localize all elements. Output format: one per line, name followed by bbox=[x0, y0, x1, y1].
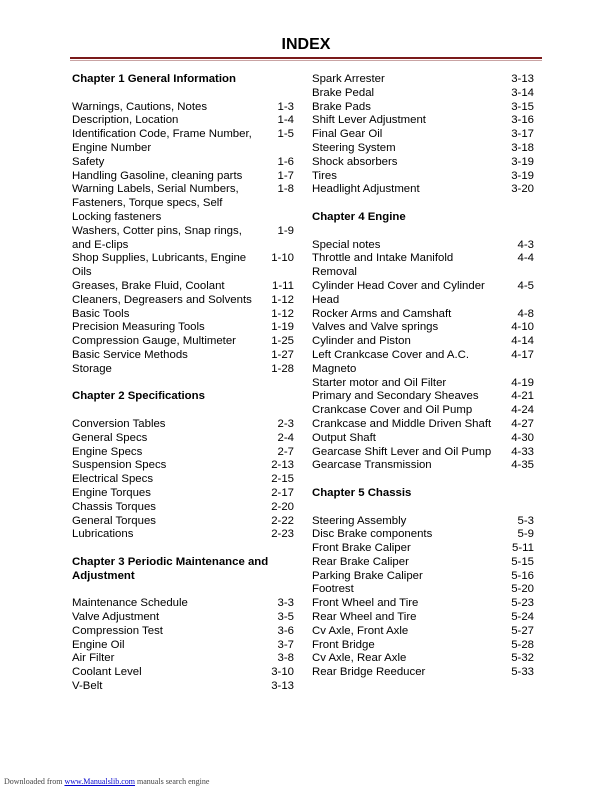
spacer bbox=[72, 377, 294, 391]
entry-page: 1-7 bbox=[277, 169, 294, 182]
entry-page: 3-17 bbox=[511, 128, 534, 141]
index-entry[interactable] bbox=[312, 349, 534, 377]
index-entry[interactable] bbox=[312, 556, 534, 570]
entry-page: 4-35 bbox=[511, 459, 534, 472]
index-entry[interactable] bbox=[72, 639, 294, 653]
entry-title: Valve Adjustment bbox=[72, 611, 160, 624]
entry-page: 2-7 bbox=[277, 445, 294, 458]
spacer bbox=[72, 87, 294, 101]
index-entry[interactable] bbox=[72, 680, 294, 694]
entry-page: 3-20 bbox=[511, 183, 534, 196]
index-entry[interactable] bbox=[312, 639, 534, 653]
index-entry[interactable] bbox=[72, 652, 294, 666]
entry-title: Maintenance Schedule bbox=[72, 597, 188, 610]
entry-page: 2-3 bbox=[277, 417, 294, 430]
entry-page: 5-20 bbox=[511, 583, 534, 596]
index-entry[interactable] bbox=[312, 252, 534, 280]
spacer bbox=[312, 197, 534, 211]
entry-title: Parking Brake Caliper bbox=[312, 569, 423, 582]
entry-title: Final Gear Oil bbox=[312, 128, 383, 141]
spacer bbox=[312, 473, 534, 487]
entry-title: Footrest bbox=[312, 583, 354, 596]
index-entry[interactable] bbox=[312, 570, 534, 584]
entry-title: Disc Brake components bbox=[312, 528, 433, 541]
entry-title: Engine Torques bbox=[72, 486, 151, 499]
index-entry[interactable] bbox=[72, 128, 294, 156]
entry-title: General Torques bbox=[72, 514, 157, 527]
entry-title: Tires bbox=[312, 169, 337, 182]
entry-page: 5-11 bbox=[512, 542, 534, 555]
entry-title: Rear Wheel and Tire bbox=[312, 611, 417, 624]
entry-page: 1-4 bbox=[277, 114, 294, 127]
entry-title: Lubrications bbox=[72, 528, 134, 541]
entry-title: Chassis Torques bbox=[72, 500, 156, 513]
entry-title: Throttle and Intake Manifold Removal bbox=[312, 252, 454, 279]
entry-title: Storage bbox=[72, 362, 112, 375]
chapter-heading: Chapter 1 General Information bbox=[72, 73, 236, 85]
index-entry[interactable] bbox=[312, 114, 534, 128]
index-entry[interactable] bbox=[312, 308, 534, 322]
entry-page: 1-28 bbox=[271, 362, 294, 375]
entry-page: 3-19 bbox=[511, 169, 534, 182]
entry-title: Compression Gauge, Multimeter bbox=[72, 335, 236, 348]
index-entry[interactable] bbox=[72, 308, 294, 322]
index-entry[interactable] bbox=[312, 128, 534, 142]
entry-page: 1-19 bbox=[271, 321, 294, 334]
index-entry[interactable] bbox=[72, 473, 294, 487]
entry-page: 1-3 bbox=[277, 100, 294, 113]
entry-page: 4-24 bbox=[511, 404, 534, 417]
spacer bbox=[72, 583, 294, 597]
index-entry[interactable] bbox=[312, 142, 534, 156]
entry-title: Gearcase Shift Lever and Oil Pump bbox=[312, 445, 492, 458]
entry-page: 4-19 bbox=[511, 376, 534, 389]
entry-page: 2-22 bbox=[271, 514, 294, 527]
index-entry[interactable] bbox=[312, 280, 534, 308]
title-rule-shadow bbox=[70, 60, 542, 61]
index-entry[interactable] bbox=[312, 652, 534, 666]
entry-title: Rear Bridge Reeducer bbox=[312, 666, 426, 679]
entry-title: Safety bbox=[72, 155, 105, 168]
entry-title: Electrical Specs bbox=[72, 473, 154, 486]
entry-page: 1-12 bbox=[271, 307, 294, 320]
entry-title: Washers, Cotter pins, Snap rings, and E-clips bbox=[72, 224, 242, 251]
entry-title: Primary and Secondary Sheaves bbox=[312, 390, 479, 403]
entry-title: Precision Measuring Tools bbox=[72, 321, 205, 334]
index-column-left bbox=[72, 73, 294, 694]
entry-page: 3-6 bbox=[277, 624, 294, 637]
entry-page: 3-14 bbox=[511, 86, 534, 99]
index-entry[interactable] bbox=[312, 321, 534, 335]
index-entry[interactable] bbox=[312, 625, 534, 639]
page-title: INDEX bbox=[281, 36, 331, 53]
entry-page: 2-20 bbox=[271, 500, 294, 513]
index-entry[interactable] bbox=[312, 446, 534, 460]
entry-title: Conversion Tables bbox=[72, 417, 166, 430]
index-entry[interactable] bbox=[72, 252, 294, 280]
index-entry[interactable] bbox=[72, 528, 294, 542]
index-entry[interactable] bbox=[312, 101, 534, 115]
entry-title: Warning Labels, Serial Numbers, Fasteners, Torque specs, Self Locking fasteners bbox=[72, 183, 239, 223]
entry-title: Suspension Specs bbox=[72, 459, 167, 472]
entry-title: Engine Specs bbox=[72, 445, 143, 458]
entry-page: 5-3 bbox=[517, 514, 534, 527]
index-entry[interactable] bbox=[72, 418, 294, 432]
index-entry[interactable] bbox=[72, 321, 294, 335]
index-entry[interactable] bbox=[72, 183, 294, 224]
entry-page: 4-21 bbox=[511, 390, 534, 403]
footer bbox=[4, 777, 209, 786]
index-entry[interactable] bbox=[72, 156, 294, 170]
entry-title: Description, Location bbox=[72, 114, 179, 127]
entry-title: Cv Axle, Front Axle bbox=[312, 624, 409, 637]
index-entry[interactable] bbox=[312, 404, 534, 418]
entry-title: Steering System bbox=[312, 141, 396, 154]
entry-page: 4-14 bbox=[511, 335, 534, 348]
index-entry[interactable] bbox=[312, 432, 534, 446]
index-entry[interactable] bbox=[312, 528, 534, 542]
entry-page: 1-27 bbox=[271, 348, 294, 361]
chapter-heading: Chapter 5 Chassis bbox=[312, 486, 412, 499]
index-entry[interactable] bbox=[72, 501, 294, 515]
index-entry[interactable] bbox=[312, 170, 534, 184]
entry-page: 1-5 bbox=[277, 128, 294, 141]
entry-title: Cleaners, Degreasers and Solvents bbox=[72, 293, 252, 306]
entry-title: Coolant Level bbox=[72, 666, 142, 679]
index-entry[interactable] bbox=[72, 294, 294, 308]
entry-title: Left Crankcase Cover and A.C. Magneto bbox=[312, 348, 470, 375]
entry-page: 1-10 bbox=[271, 252, 294, 265]
entry-title: Steering Assembly bbox=[312, 514, 407, 527]
index-entry[interactable] bbox=[72, 349, 294, 363]
entry-page: 3-15 bbox=[511, 100, 534, 113]
footer-link[interactable]: www.Manualslib.com bbox=[64, 777, 136, 786]
entry-title: Gearcase Transmission bbox=[312, 459, 432, 472]
entry-title: V-Belt bbox=[72, 680, 103, 693]
entry-page: 1-6 bbox=[277, 155, 294, 168]
entry-page: 4-10 bbox=[511, 321, 534, 334]
entry-page: 1-12 bbox=[271, 293, 294, 306]
entry-title: Air Filter bbox=[72, 652, 115, 665]
index-entry[interactable] bbox=[312, 335, 534, 349]
entry-page: 4-8 bbox=[517, 307, 534, 320]
entry-page: 5-28 bbox=[511, 638, 534, 651]
entry-page: 5-33 bbox=[511, 666, 534, 679]
index-entry[interactable] bbox=[72, 335, 294, 349]
entry-page: 4-33 bbox=[511, 445, 534, 458]
index-entry[interactable] bbox=[312, 239, 534, 253]
index-entry[interactable] bbox=[312, 611, 534, 625]
entry-page: 4-5 bbox=[517, 279, 534, 292]
index-entry[interactable] bbox=[312, 156, 534, 170]
index-entry[interactable] bbox=[312, 183, 534, 197]
index-entry[interactable] bbox=[72, 225, 294, 253]
index-entry[interactable] bbox=[312, 418, 534, 432]
index-entry[interactable] bbox=[312, 666, 534, 680]
index-entry[interactable] bbox=[72, 487, 294, 501]
entry-title: Brake Pads bbox=[312, 100, 371, 113]
entry-page: 4-17 bbox=[511, 348, 534, 361]
entry-page: 1-9 bbox=[277, 224, 294, 237]
entry-page: 2-15 bbox=[271, 473, 294, 486]
entry-page: 3-7 bbox=[277, 638, 294, 651]
spacer bbox=[312, 225, 534, 239]
entry-page: 5-9 bbox=[517, 528, 534, 541]
index-entry[interactable] bbox=[72, 459, 294, 473]
index-entry[interactable] bbox=[72, 170, 294, 184]
entry-title: Identification Code, Frame Number, Engine Number bbox=[72, 128, 252, 154]
entry-page: 4-4 bbox=[517, 252, 534, 265]
title-rule bbox=[70, 57, 542, 59]
entry-page: 3-16 bbox=[511, 114, 534, 127]
entry-page: 5-32 bbox=[511, 652, 534, 665]
index-entry[interactable] bbox=[72, 515, 294, 529]
chapter-heading: Chapter 2 Specifications bbox=[72, 390, 205, 403]
index-entry[interactable] bbox=[72, 625, 294, 639]
entry-page: 1-8 bbox=[277, 183, 294, 196]
entry-title: Greases, Brake Fluid, Coolant bbox=[72, 279, 225, 292]
entry-title: Headlight Adjustment bbox=[312, 183, 420, 196]
entry-title: Cylinder and Piston bbox=[312, 335, 411, 348]
entry-title: Engine Oil bbox=[72, 638, 125, 651]
index-entry[interactable] bbox=[72, 666, 294, 680]
entry-title: Valves and Valve springs bbox=[312, 321, 439, 334]
entry-page: 3-18 bbox=[511, 141, 534, 154]
index-entry[interactable] bbox=[312, 73, 534, 87]
index-entry[interactable] bbox=[312, 515, 534, 529]
entry-title: Warnings, Cautions, Notes bbox=[72, 100, 208, 113]
entry-title: Basic Service Methods bbox=[72, 348, 188, 361]
index-entry[interactable] bbox=[72, 597, 294, 611]
spacer bbox=[72, 542, 294, 556]
entry-page: 3-10 bbox=[271, 666, 294, 679]
entry-page: 3-13 bbox=[271, 680, 294, 693]
index-entry[interactable] bbox=[312, 583, 534, 597]
entry-title: Front Bridge bbox=[312, 638, 375, 651]
index-entry[interactable] bbox=[312, 459, 534, 473]
entry-title: Crankcase Cover and Oil Pump bbox=[312, 404, 473, 417]
entry-page: 5-15 bbox=[511, 555, 534, 568]
entry-page: 3-3 bbox=[277, 597, 294, 610]
entry-page: 5-24 bbox=[511, 611, 534, 624]
chapter-heading: Chapter 3 Periodic Maintenance and Adjustment bbox=[72, 555, 269, 582]
entry-title: Shock absorbers bbox=[312, 155, 398, 168]
chapter-heading: Chapter 4 Engine bbox=[312, 210, 406, 223]
entry-page: 2-4 bbox=[277, 431, 294, 444]
entry-title: Starter motor and Oil Filter bbox=[312, 376, 447, 389]
index-entry[interactable] bbox=[312, 87, 534, 101]
entry-title: Special notes bbox=[312, 238, 381, 251]
entry-title: Spark Arrester bbox=[312, 73, 385, 85]
index-entry[interactable] bbox=[72, 432, 294, 446]
entry-page: 4-27 bbox=[511, 417, 534, 430]
entry-page: 5-16 bbox=[511, 569, 534, 582]
entry-page: 1-11 bbox=[272, 279, 294, 292]
entry-title: Handling Gasoline, cleaning parts bbox=[72, 169, 243, 182]
entry-page: 3-13 bbox=[511, 73, 534, 85]
entry-page: 4-30 bbox=[511, 431, 534, 444]
entry-page: 2-23 bbox=[271, 528, 294, 541]
index-entry[interactable] bbox=[72, 114, 294, 128]
index-entry[interactable] bbox=[312, 542, 534, 556]
entry-page: 1-25 bbox=[271, 335, 294, 348]
entry-page: 5-27 bbox=[511, 624, 534, 637]
footer-suffix: manuals search engine bbox=[137, 777, 210, 786]
entry-page: 2-17 bbox=[271, 486, 294, 499]
entry-title: Front Brake Caliper bbox=[312, 542, 411, 555]
index-entry[interactable] bbox=[72, 101, 294, 115]
index-entry[interactable] bbox=[72, 280, 294, 294]
index-entry[interactable] bbox=[72, 363, 294, 377]
entry-title: Brake Pedal bbox=[312, 86, 375, 99]
entry-title: Shift Lever Adjustment bbox=[312, 114, 426, 127]
entry-title: Crankcase and Middle Driven Shaft bbox=[312, 417, 492, 430]
entry-page: 2-13 bbox=[271, 459, 294, 472]
index-entry[interactable] bbox=[312, 390, 534, 404]
index-column-right bbox=[312, 73, 534, 680]
entry-title: Rear Brake Caliper bbox=[312, 555, 409, 568]
index-entry[interactable] bbox=[72, 611, 294, 625]
index-entry[interactable] bbox=[312, 597, 534, 611]
footer-prefix: Downloaded from bbox=[4, 777, 63, 786]
entry-title: Rocker Arms and Camshaft bbox=[312, 307, 452, 320]
entry-title: General Specs bbox=[72, 431, 148, 444]
spacer bbox=[72, 404, 294, 418]
spacer bbox=[312, 501, 534, 515]
entry-page: 3-19 bbox=[511, 155, 534, 168]
entry-title: Cylinder Head Cover and Cylinder Head bbox=[312, 279, 485, 306]
entry-page: 3-5 bbox=[277, 611, 294, 624]
entry-page: 3-8 bbox=[277, 652, 294, 665]
entry-title: Cv Axle, Rear Axle bbox=[312, 652, 407, 665]
entry-title: Front Wheel and Tire bbox=[312, 597, 419, 610]
index-entry[interactable] bbox=[312, 377, 534, 391]
entry-title: Shop Supplies, Lubricants, Engine Oils bbox=[72, 252, 247, 279]
entry-title: Output Shaft bbox=[312, 431, 376, 444]
entry-page: 5-23 bbox=[511, 597, 534, 610]
index-entry[interactable] bbox=[72, 446, 294, 460]
entry-title: Compression Test bbox=[72, 624, 163, 637]
entry-page: 4-3 bbox=[517, 238, 534, 251]
entry-title: Basic Tools bbox=[72, 307, 130, 320]
